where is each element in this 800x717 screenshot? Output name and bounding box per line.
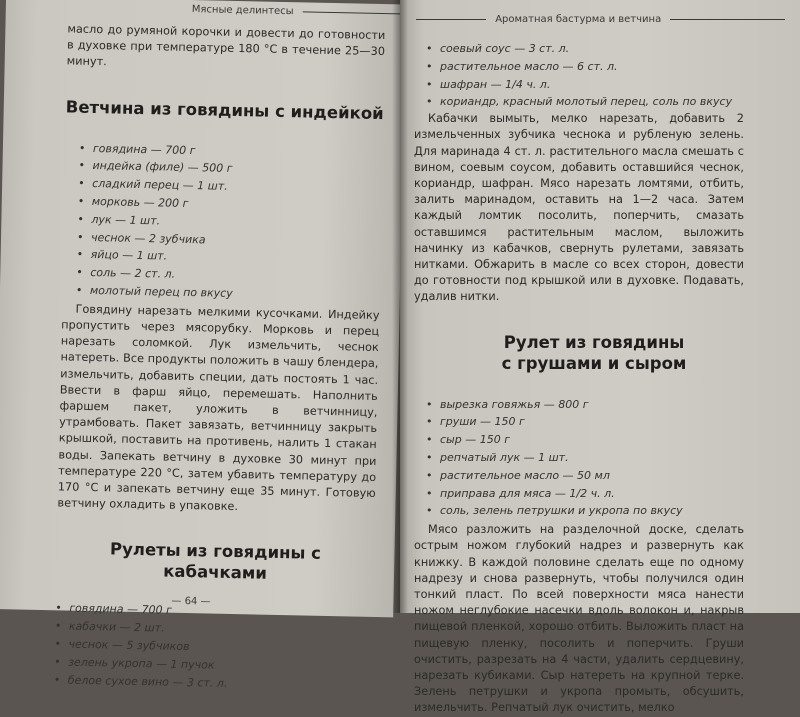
- ingredient-item: • сладкий перец — 1 шт.: [78, 175, 382, 199]
- ingredient-item: • шафран — 1/4 ч. л.: [426, 76, 744, 94]
- left-running-head-text: Мясные делинтесы: [191, 4, 294, 18]
- recipe1-ingredients: [76, 139, 383, 306]
- recipe2-ingredients-continued: [426, 40, 744, 111]
- left-content: [54, 21, 386, 695]
- ingredient-item: • зелень укропа — 1 пучок: [54, 653, 372, 677]
- recipe3-title-line1: Рулет из говядины: [503, 332, 685, 352]
- ingredient-item: • растительное масло — 6 ст. л.: [426, 58, 744, 76]
- recipe2-ingredients: [54, 600, 374, 696]
- right-head-rule-left: [416, 19, 486, 20]
- ingredient-item: • репчатый лук — 1 шт.: [426, 449, 744, 467]
- ingredient-item: • индейка (филе) — 500 г: [78, 157, 382, 181]
- ingredient-item: • вырезка говяжья — 800 г: [426, 396, 744, 414]
- right-page: [400, 0, 800, 715]
- ingredient-item: • соевый соус — 3 ст. л.: [426, 40, 744, 58]
- recipe3-title-line2: с грушами и сыром: [501, 353, 687, 373]
- ingredient-item: • говядина — 700 г: [55, 600, 373, 624]
- right-content: [414, 40, 744, 717]
- book-gutter: [392, 0, 408, 613]
- left-page: [0, 0, 406, 690]
- left-running-head: [192, 4, 413, 20]
- ingredient-item: • соль — 2 ст. л.: [76, 264, 380, 288]
- ingredient-item: • яйцо — 1 шт.: [76, 246, 380, 270]
- ingredient-item: • приправа для мяса — 1/2 ч. л.: [426, 485, 744, 503]
- recipe2-title: Рулеты из говядины с кабачками: [109, 539, 322, 584]
- ingredient-item: • кабачки — 2 шт.: [55, 618, 373, 642]
- recipe1-title: Ветчина из говядины с индейкой: [65, 97, 384, 123]
- recipe1-method: Говядину нарезать мелкими кусочками. Индейку пропустить через мясорубку. Морковь и перец нарезать соломкой. Лук измельчить, чеснок натереть. Все продукты положить в чашу блендера, измельчить, добавить специи, дать постоять 1 час. Ввести в фарш яйцо, перемешать. Наполнить фаршем пакет, уложить в ветчинницу, утрамбовать. Пакет завязать, ветчинницу закрыть крышкой, поставить на противень, налить 1 стакан воды. Запекать ветчину в духовке 30 минут при температуре 220 °С, затем убавить температуру до 170 °С и запекать ветчину еще 35 минут. Готовую ветчину охладить в упаковке.: [57, 302, 380, 514]
- left-page-number: — 64 —: [171, 595, 211, 608]
- ingredient-item: • молотый перец по вкусу: [76, 282, 380, 306]
- ingredient-item: • кориандр, красный молотый перец, соль по вкусу: [426, 93, 744, 111]
- recipe2-method: Кабачки вымыть, мелко нарезать, добавить 2 измельченных зубчика чеснока и рубленую зелень. Для маринада 4 ст. л. растительного масла смешать с вином, соевым соусом, добавить оставшийся чеснок, кориандр, шафран. Мясо нарезать ломтями, отбить, залить маринадом, оставить на 1—2 часа. Затем каждый ломтик посолить, поперчить, смазать оставшимся растительным маслом, выложить начинку из кабачков, свернуть рулетами, завязать нитками. Обжарить в масле со всех сторон, довести до готовности под крышкой или в духовке. Подавать, удалив нитки.: [414, 112, 744, 304]
- ingredient-item: • белое сухое вино — 3 ст. л.: [54, 671, 372, 695]
- ingredient-item: • груши — 150 г: [426, 413, 744, 431]
- ingredient-item: • сыр — 150 г: [426, 431, 744, 449]
- recipe3-ingredients: [426, 396, 744, 521]
- left-intro-text: масло до румяной корочки и довести до готовности в духовке при температуре 180 °С в течение 25—30 минут.: [66, 22, 386, 69]
- ingredient-item: • морковь — 200 г: [78, 193, 382, 217]
- ingredient-item: • говядина — 700 г: [79, 139, 383, 163]
- right-head-rule-right: [670, 19, 785, 20]
- ingredient-item: • лук — 1 шт.: [77, 210, 381, 234]
- ingredient-item: • чеснок — 5 зубчиков: [54, 635, 372, 659]
- ingredient-item: • соль, зелень петрушки и укропа по вкусу: [426, 502, 744, 520]
- right-running-head-text: Ароматная бастурма и ветчина: [495, 14, 662, 25]
- ingredient-item: • растительное масло — 50 мл: [426, 467, 744, 485]
- recipe3-method: Мясо разложить на разделочной доске, сделать острым ножом глубокий надрез и развернуть как книжку. В каждой половине сделать еще по одному надрезу и снова развернуть, чтобы получился один тонкий пласт. По всей поверхности мяса нанести ножом неглубокие насечки вдоль волокон и, накрыв пищевой пленкой, хорошо отбить. Выложить пласт на пищевую пленку, посолить и поперчить. Груши очистить, разрезать на 4 части, удалить сердцевину, нарезать кубиками. Сыр натереть на крупной терке. Зелень петрушки и укропа промыть, обсушить, измельчить. Репчатый лук очистить, мелко: [414, 523, 744, 715]
- right-running-head: [416, 14, 785, 25]
- ingredient-item: • чеснок — 2 зубчика: [77, 228, 381, 252]
